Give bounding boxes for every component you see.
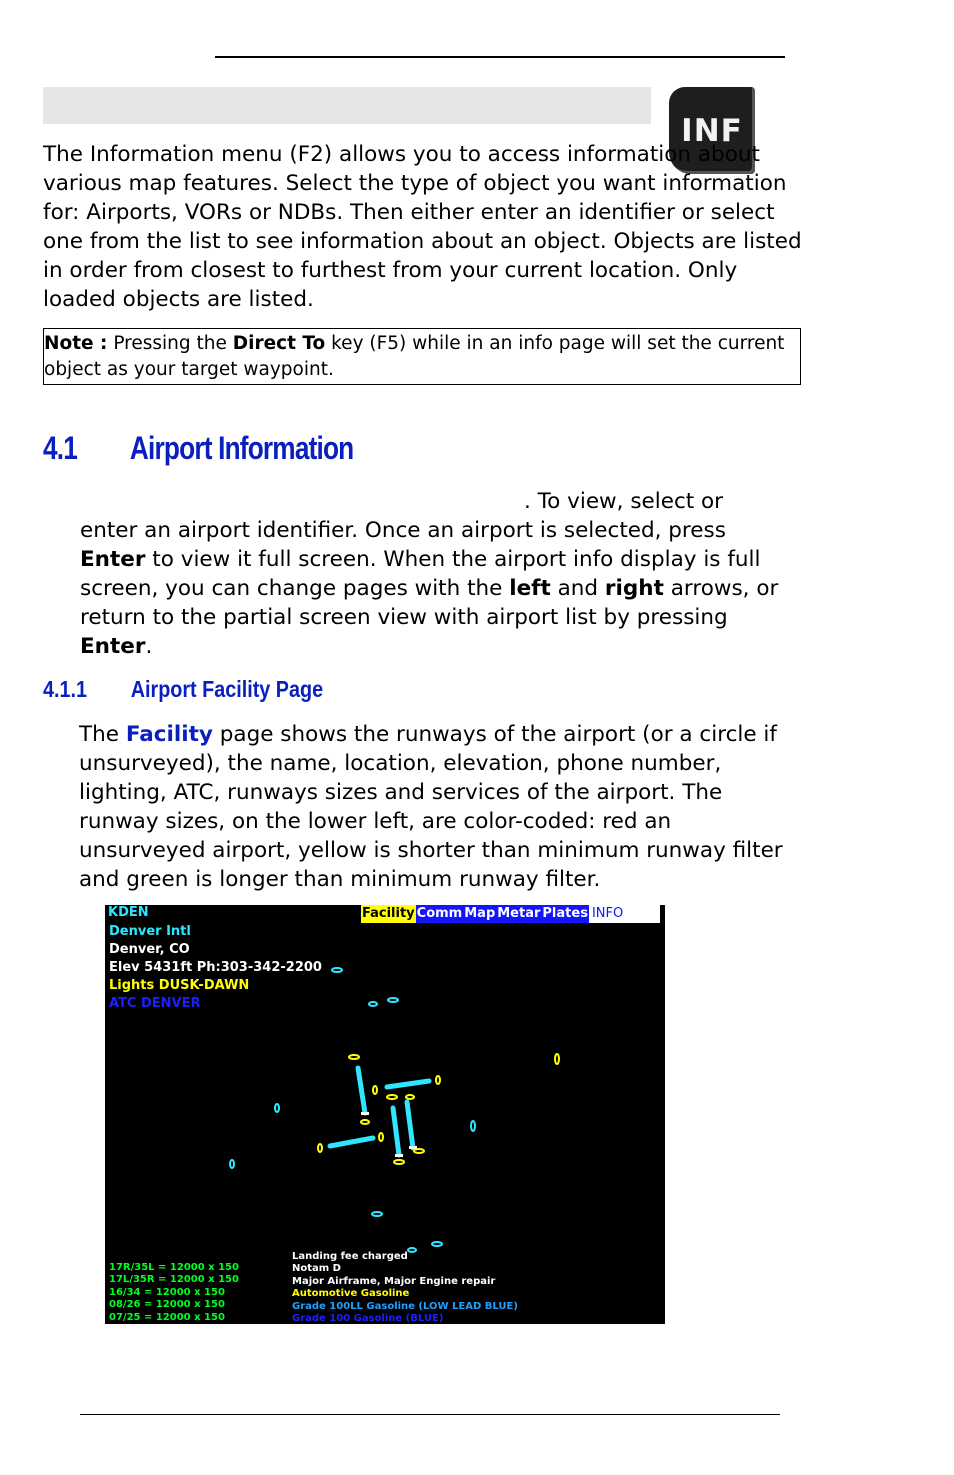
runway-end-marker	[361, 1112, 369, 1115]
yellow-marker	[406, 1095, 414, 1099]
section-paragraph-first-line: . To view, select or	[524, 489, 724, 514]
facility-tabs	[361, 905, 660, 923]
section-paragraph-text-c: arrows, or return to the partial screen view with airport list by pressing	[80, 576, 779, 630]
runway-size-item: 08/26 = 12000 x 150	[109, 1299, 225, 1311]
subsection-title: Airport Facility Page	[130, 676, 324, 702]
yellow-marker	[394, 1160, 404, 1164]
subsection-heading	[43, 676, 323, 703]
services-list	[292, 1251, 518, 1324]
runway-size-item: 07/25 = 12000 x 150	[109, 1311, 225, 1323]
service-item: Notam D	[292, 1263, 341, 1275]
inf-key-label: INF	[681, 112, 743, 149]
top-rule	[215, 56, 785, 58]
note-key: Direct To	[232, 333, 326, 354]
note-box	[43, 328, 801, 385]
note-label: Note :	[44, 333, 108, 354]
service-item: Landing fee charged	[292, 1251, 408, 1262]
left-key: left	[509, 576, 551, 601]
yellow-marker	[373, 1086, 377, 1094]
yellow-marker	[318, 1144, 322, 1152]
section-number: 4.1	[43, 430, 78, 466]
yellow-marker	[361, 1120, 369, 1124]
yellow-marker	[436, 1076, 440, 1084]
airport-location: Denver, CO	[109, 942, 190, 957]
runway-line	[393, 1108, 399, 1155]
section-title: Airport Information	[129, 430, 354, 466]
airport-elevation-phone: Elev 5431ft Ph:303-342-2200	[109, 960, 322, 975]
runway-size-list	[109, 1262, 239, 1324]
subsection-number: 4.1.1	[43, 676, 87, 702]
yellow-marker	[379, 1133, 383, 1141]
cyan-marker	[369, 1002, 377, 1006]
facility-paragraph	[79, 720, 784, 894]
note-text-pre: Pressing the	[107, 333, 233, 354]
section-paragraph	[80, 487, 780, 661]
tab-metar[interactable]: Metar	[497, 906, 541, 921]
runway-line	[358, 1068, 365, 1113]
chapter-header-bar	[43, 87, 651, 124]
cyan-marker	[275, 1104, 279, 1112]
section-paragraph-text-b: to view it full screen. When the airport info display is full screen, you can change pages with the	[80, 547, 761, 601]
cyan-marker	[432, 1242, 442, 1246]
right-key: right	[604, 576, 664, 601]
runway-size-item: 17R/35L = 12000 x 150	[109, 1262, 239, 1273]
runway-end-marker	[395, 1154, 403, 1157]
yellow-marker	[387, 1095, 397, 1099]
airport-id: KDEN	[108, 905, 149, 920]
service-item: Automotive Gasoline	[292, 1288, 410, 1300]
runway-size-item: 17L/35R = 12000 x 150	[109, 1274, 239, 1286]
section-paragraph-end: .	[145, 634, 153, 659]
tab-facility[interactable]: Facility	[362, 906, 415, 921]
yellow-marker	[349, 1055, 359, 1059]
intro-paragraph: The Information menu (F2) allows you to access information about various map features. Select the type of object you want information for: Airports, VORs or NDBs. Then either enter an identifier or select one from the list to see information about an object. Objects are listed in order from closest to furthest from your current location. Only loaded objects are listed.	[43, 142, 802, 312]
facility-page-screenshot	[105, 905, 665, 1324]
enter-key-1: Enter	[80, 547, 146, 572]
service-item: Grade 100LL Gasoline (LOW LEAD BLUE)	[292, 1300, 518, 1312]
note-text-post: key (F5) while in an info page will set the current object as your target waypoint.	[44, 333, 785, 380]
yellow-marker	[555, 1054, 559, 1064]
cyan-marker	[230, 1160, 234, 1168]
facility-paragraph-pre: The	[79, 722, 126, 747]
runway-line	[387, 1081, 429, 1087]
tab-plates[interactable]: Plates	[542, 906, 588, 921]
service-item: Major Airframe, Major Engine repair	[292, 1275, 496, 1287]
runway-line	[407, 1102, 413, 1148]
runway-size-item: 16/34 = 12000 x 150	[109, 1286, 225, 1298]
tab-map[interactable]: Map	[464, 906, 496, 921]
bottom-rule	[80, 1414, 780, 1415]
section-paragraph-and: and	[550, 576, 605, 601]
cyan-marker	[388, 998, 398, 1002]
facility-term: Facility	[125, 722, 213, 747]
service-item: Grade 100 Gasoline (BLUE)	[292, 1313, 444, 1324]
section-paragraph-text-a: enter an airport identifier. Once an airport is selected, press	[80, 518, 726, 543]
cyan-marker	[372, 1212, 382, 1216]
airport-lights: Lights DUSK-DAWN	[109, 978, 250, 993]
section-heading	[43, 430, 353, 467]
tab-info[interactable]: INFO	[589, 905, 660, 923]
airport-name: Denver Intl	[109, 924, 191, 939]
cyan-marker	[332, 968, 342, 972]
runway-line	[330, 1138, 373, 1146]
cyan-marker	[471, 1121, 475, 1131]
enter-key-2: Enter	[80, 634, 146, 659]
tab-comm[interactable]: Comm	[416, 906, 463, 921]
airport-atc: ATC DENVER	[109, 996, 201, 1011]
yellow-marker	[414, 1149, 424, 1153]
facility-paragraph-text: page shows the runways of the airport (or a circle if unsurveyed), the name, location, elevation, phone number, lighting, ATC, runways sizes and services of the airport. The runway sizes, on the lower left, are color-coded: red an unsurveyed airport, yellow is shorter than minimum runway filter and green is longer than minimum runway filter.	[79, 722, 783, 892]
